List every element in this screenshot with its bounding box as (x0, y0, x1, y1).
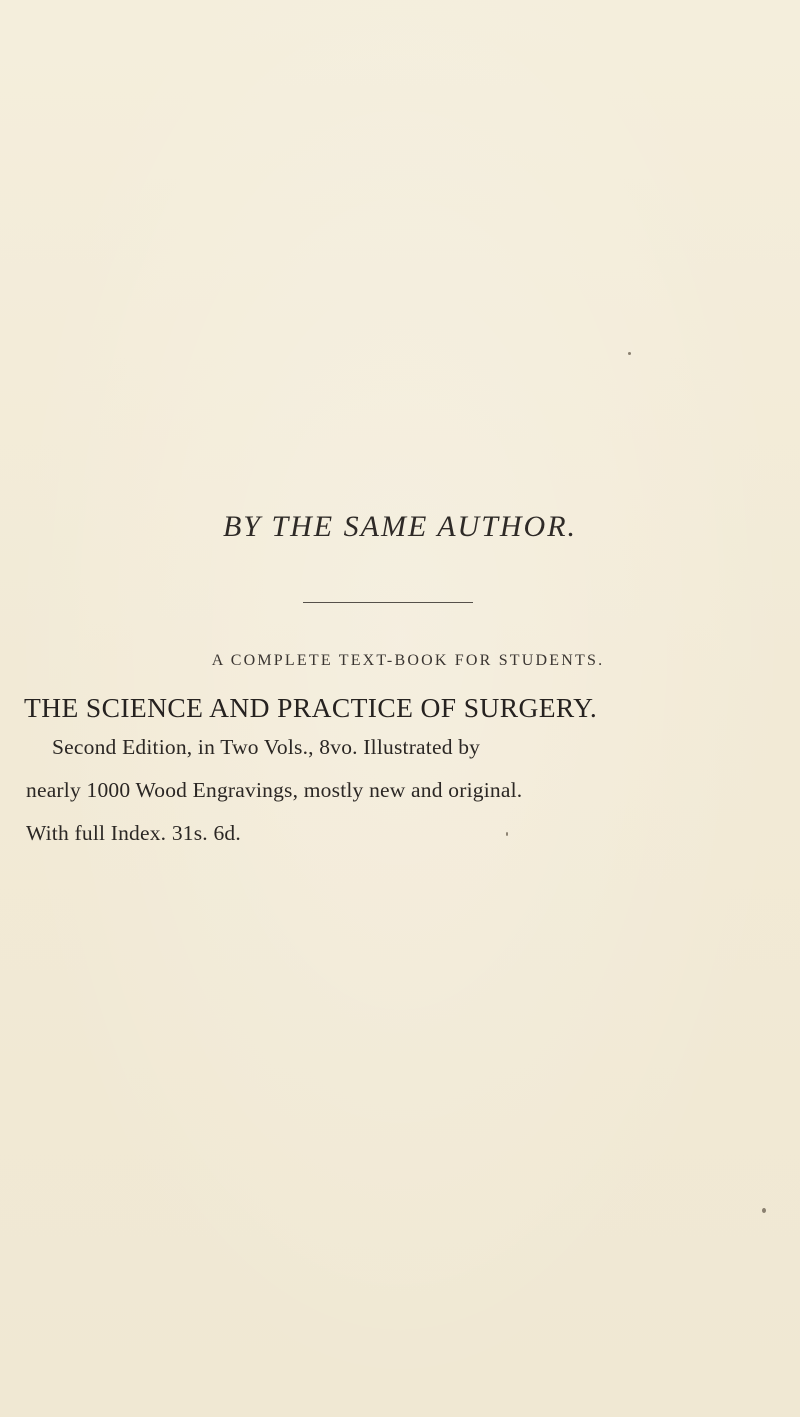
description-line-2: nearly 1000 Wood Engravings, mostly new and original. (26, 778, 523, 802)
description-line-3: With full Index. 31s. 6d. (26, 821, 241, 845)
paper-speck (628, 352, 631, 355)
paper-speck (506, 832, 508, 836)
paper-speck (762, 1208, 766, 1213)
divider-rule (303, 602, 473, 603)
page-heading: BY THE SAME AUTHOR. (222, 510, 578, 543)
description-line-1: Second Edition, in Two Vols., 8vo. Illustrated by (52, 735, 481, 759)
book-subtitle: A COMPLETE TEXT-BOOK FOR STUDENTS. (211, 652, 605, 669)
book-title: THE SCIENCE AND PRACTICE OF SURGERY. (24, 692, 598, 723)
